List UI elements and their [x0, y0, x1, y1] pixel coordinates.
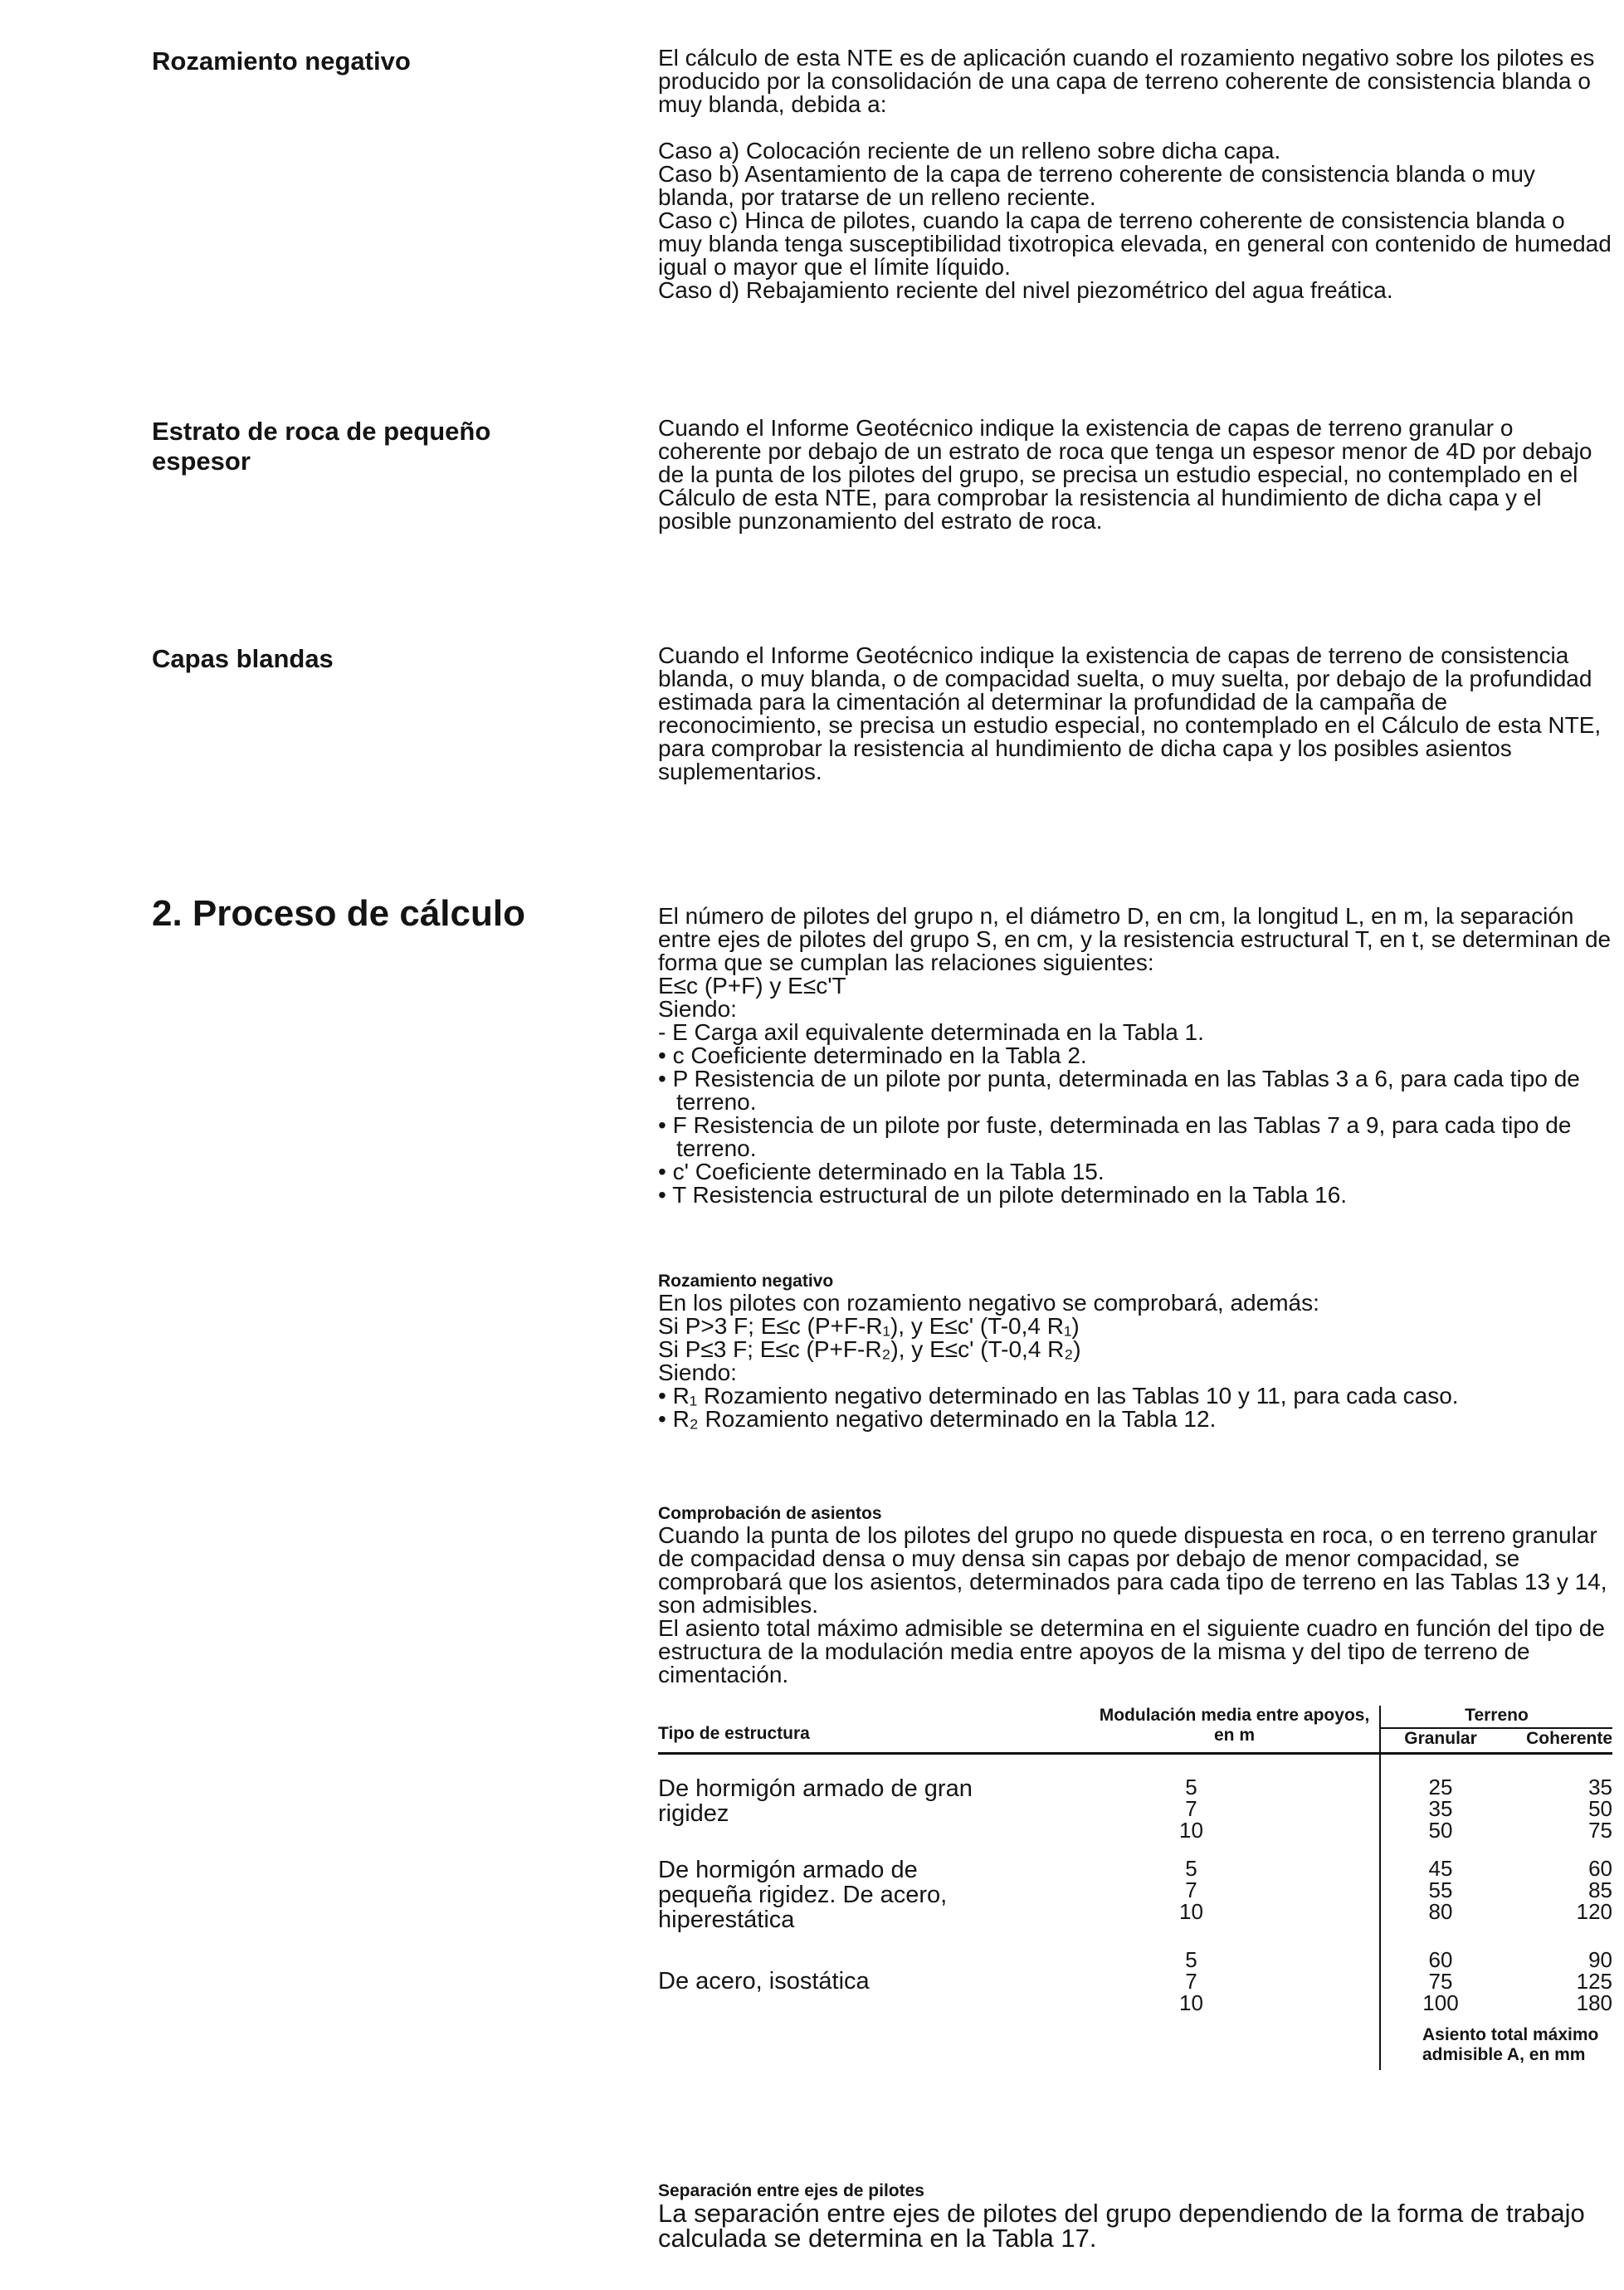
heading-rozamiento-negativo: Rozamiento negativo: [152, 46, 411, 76]
col-header-modulacion: Modulación media entre apoyos, en m: [1007, 1706, 1380, 1754]
section-estrato-roca: [658, 417, 1612, 533]
rozamiento-formula-2: Si P≤3 F; E≤c (P+F-R₂), y E≤c' (T-0,4 R₂): [658, 1336, 1081, 1362]
subsection-asientos: [658, 1504, 1612, 1687]
def-p: • P Resistencia de un pilote por punta, determinada en las Tablas 3 a 6, para cada tipo de terreno.: [658, 1066, 1580, 1115]
def-r2: • R₂ Rozamiento negativo determinado en la Tabla 12.: [658, 1406, 1217, 1432]
caso-d: Caso d) Rebajamiento reciente del nivel piezométrico del agua freática.: [658, 277, 1393, 303]
def-e: - E Carga axil equivalente determinada en la Tabla 1.: [658, 1019, 1204, 1045]
col-header-tipo: Tipo de estructura: [658, 1706, 1007, 1754]
section-proceso-calculo: [658, 905, 1612, 1207]
caso-b: Caso b) Asentamiento de la capa de terreno coherente de consistencia blanda o muy blanda, por tratarse de un relleno reciente.: [658, 161, 1535, 210]
mod-cell: 5 7 10: [1179, 1947, 1203, 2015]
def-f: • F Resistencia de un pilote por fuste, determinada en las Tablas 7 a 9, para cada tipo de terreno.: [658, 1112, 1572, 1161]
subheading-rozamiento: Rozamiento negativo: [658, 1272, 834, 1291]
heading-proceso-calculo: 2. Proceso de cálculo: [152, 893, 525, 934]
rozamiento-intro: El cálculo de esta NTE es de aplicación cuando el rozamiento negativo sobre los pilotes es producido por la consolidación de una capa de terreno coherente de consistencia blanda o muy blanda, debida a:: [658, 45, 1595, 117]
tipo-cell: De hormigón armado de pequeña rigidez. De acero, hiperestática: [658, 1857, 948, 1933]
table-row: [658, 1949, 1612, 2014]
proceso-formula: E≤c (P+F) y E≤c'T: [658, 973, 846, 999]
section-rozamiento-negativo: [658, 46, 1612, 302]
subsection-rozamiento: [658, 1272, 1612, 1431]
separacion-text: La separación entre ejes de pilotes del grupo dependiendo de la forma de trabajo calculada se determina en la Tabla 17.: [658, 2199, 1585, 2253]
subheading-separacion: Separación entre ejes de pilotes: [658, 2181, 924, 2200]
granular-cell: 25 35 50: [1380, 1776, 1500, 1841]
heading-estrato-roca: Estrato de roca de pequeño espesor: [152, 417, 491, 476]
asientos-table-wrapper: [658, 1706, 1612, 2070]
mod-cell: 5 7 10: [1179, 1856, 1203, 1924]
def-c: • c Coeficiente determinado en la Tabla 2.: [658, 1042, 1087, 1068]
tipo-cell: De hormigón armado de gran rigidez: [658, 1775, 973, 1827]
capas-text: Cuando el Informe Geotécnico indique la existencia de capas de terreno de consistencia blanda, o muy blanda, o de compacidad suelta, o muy suelta, por debajo de la profundidad estimada para la cimentación al determinar la profundidad de la campaña de reconocimiento, se precisa un estudio especial, no contemplado en el Cálculo de esta NTE, para comprobar la resistencia al hundimiento de dicha capa y los posibles asientos suplementarios.: [658, 642, 1602, 784]
asientos-p1: Cuando la punta de los pilotes del grupo no quede dispuesta en roca, o en terreno granular de compacidad densa o muy densa sin capas por debajo de menor compacidad, se comprobará que los asientos, determinados para cada tipo de terreno en las Tablas 13 y 14, son admisibles.: [658, 1522, 1607, 1618]
estrato-text: Cuando el Informe Geotécnico indique la existencia de capas de terreno granular o coherente por debajo de un estrato de roca que tenga un espesor menor de 4D por debajo de la punta de los pilotes del grupo, se precisa un estudio especial, no contemplado en el Cálculo de esta NTE, para comprobar la resistencia al hundimiento de dicha capa y el posible punzonamiento del estrato de roca.: [658, 415, 1592, 534]
coherente-cell: 60 85 120: [1576, 1856, 1612, 1924]
coherente-cell: 90 125 180: [1576, 1947, 1612, 2015]
proceso-siendo: Siendo:: [658, 996, 737, 1022]
rozamiento-sub-intro: En los pilotes con rozamiento negativo se comprobará, además:: [658, 1290, 1319, 1316]
def-c-prime: • c' Coeficiente determinado en la Tabla 15.: [658, 1159, 1105, 1184]
caso-c: Caso c) Hinca de pilotes, cuando la capa de terreno coherente de consistencia blanda o muy blanda tenga susceptibilidad tixotropica elevada, en general con contenido de humedad igual o mayor que el límite líquido.: [658, 208, 1612, 280]
table-row: [658, 1776, 1612, 1841]
heading-capas-blandas: Capas blandas: [152, 644, 334, 673]
def-r1: • R₁ Rozamiento negativo determinado en las Tablas 10 y 11, para cada caso.: [658, 1383, 1459, 1409]
table-row: [658, 1858, 1612, 1932]
coherente-cell: 35 50 75: [1588, 1775, 1612, 1843]
granular-cell: 45 55 80: [1380, 1858, 1500, 1932]
granular-cell: 60 75 100: [1380, 1949, 1500, 2014]
def-t: • T Resistencia estructural de un pilote determinado en la Tabla 16.: [658, 1182, 1348, 1208]
tipo-cell: De acero, isostática: [658, 1968, 870, 1995]
asientos-table: [658, 1706, 1612, 2070]
col-header-terreno: Terreno: [1380, 1706, 1612, 1728]
caso-a: Caso a) Colocación reciente de un relleno sobre dicha capa.: [658, 138, 1281, 164]
col-header-granular: Granular: [1380, 1728, 1500, 1754]
col-header-coherente: Coherente: [1500, 1728, 1612, 1754]
proceso-intro: El número de pilotes del grupo n, el diámetro D, en cm, la longitud L, en m, la separación entre ejes de pilotes del grupo S, en cm, y la resistencia estructural T, en t, se determinan de forma que se cumplan las relaciones siguientes:: [658, 903, 1612, 975]
subsection-separacion: [658, 2181, 1612, 2251]
section-capas-blandas: [658, 644, 1612, 784]
subheading-asientos: Comprobación de asientos: [658, 1504, 882, 1523]
table-footnote: Asiento total máximo admisible A, en mm: [1380, 2014, 1612, 2070]
asientos-p2: El asiento total máximo admisible se determina en el siguiente cuadro en función del tipo de estructura de la modulación media entre apoyos de la misma y del tipo de terreno de cimentación.: [658, 1615, 1605, 1687]
mod-cell: 5 7 10: [1179, 1775, 1203, 1843]
rozamiento-formula-1: Si P>3 F; E≤c (P+F-R₁), y E≤c' (T-0,4 R₁): [658, 1313, 1080, 1339]
rozamiento-siendo: Siendo:: [658, 1360, 737, 1385]
